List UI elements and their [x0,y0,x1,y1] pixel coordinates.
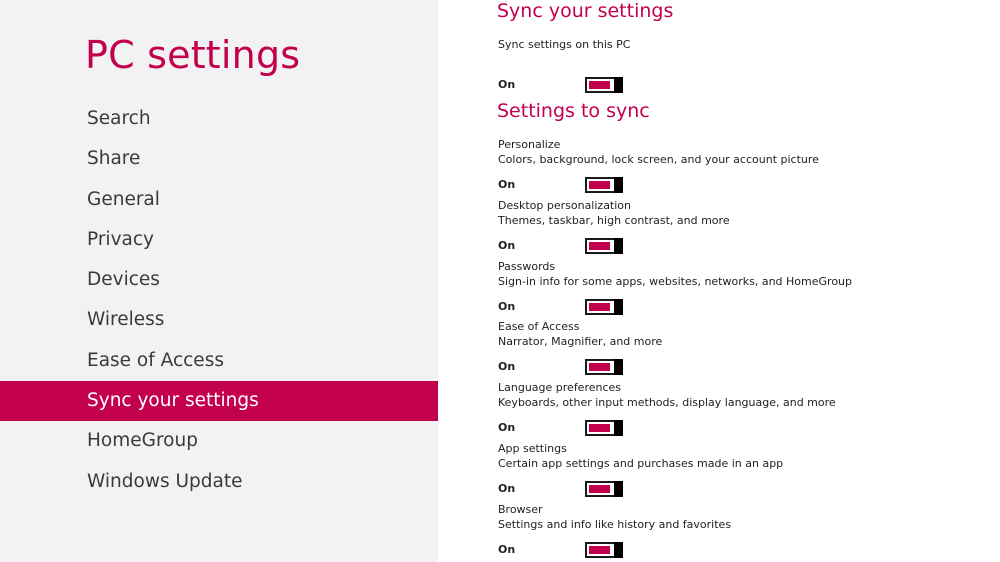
toggle-fill [589,485,610,493]
setting-description: Narrator, Magnifier, and more [498,335,663,348]
passwords-toggle[interactable] [585,299,623,315]
nav-item-devices[interactable]: Devices [87,269,160,291]
nav-item-homegroup[interactable]: HomeGroup [87,430,198,452]
setting-description: Themes, taskbar, high contrast, and more [498,214,730,227]
language-preferences-toggle[interactable] [585,420,623,436]
right-pane [438,0,1000,562]
toggle-state-label: On [498,239,516,252]
nav-item-privacy[interactable]: Privacy [87,228,154,250]
toggle-state-label: On [498,543,516,556]
nav-item-wireless[interactable]: Wireless [87,309,165,331]
toggle-state-label: On [498,360,516,373]
section-heading-settings-to-sync: Settings to sync [497,100,650,122]
toggle-thumb[interactable] [614,238,623,254]
setting-language-preferences [498,380,978,436]
toggle-fill [589,546,610,554]
setting-app-settings [498,441,978,497]
setting-ease-of-access [498,319,978,375]
setting-description: Sign-in info for some apps, websites, networks, and HomeGroup [498,275,853,288]
toggle-thumb[interactable] [614,359,623,375]
setting-description: Keyboards, other input methods, display language, and more [498,396,836,409]
setting-title: Sync settings on this PC [498,38,631,51]
setting-description: Certain app settings and purchases made in an app [498,457,784,470]
nav-item-share[interactable]: Share [87,148,141,170]
setting-description: Settings and info like history and favorites [498,518,732,531]
toggle-state-label: On [498,178,516,191]
toggle-fill [589,424,610,432]
setting-title: App settings [498,442,567,455]
nav-item-sync-your-settings[interactable]: Sync your settings [0,381,438,421]
setting-toggle-row [498,77,698,93]
setting-title: Browser [498,503,543,516]
toggle-thumb[interactable] [614,299,623,315]
toggle-thumb[interactable] [614,77,623,93]
toggle-state-label: On [498,300,516,313]
setting-browser [498,502,978,558]
toggle-state-label: On [498,78,516,91]
toggle-state-label: On [498,482,516,495]
setting-passwords [498,259,978,315]
setting-personalize [498,137,978,193]
toggle-fill [589,181,610,189]
setting-toggle-row [498,177,698,193]
left-pane [0,0,438,562]
nav-list [0,99,438,502]
nav-item-ease-of-access[interactable]: Ease of Access [87,349,224,371]
nav-item-search[interactable]: Search [87,108,151,129]
setting-toggle-row [498,238,698,254]
browser-toggle[interactable] [585,542,623,558]
toggle-fill [589,303,610,311]
nav-item-windows-update[interactable]: Windows Update [87,470,243,492]
setting-title: Personalize [498,138,561,151]
toggle-thumb[interactable] [614,177,623,193]
toggle-fill [589,81,610,89]
setting-title: Language preferences [498,381,622,394]
nav-item-general[interactable]: General [87,188,160,210]
setting-desktop-personalization [498,198,978,254]
setting-toggle-row [498,481,698,497]
setting-title: Desktop personalization [498,199,632,212]
setting-title: Passwords [498,260,556,273]
toggle-thumb[interactable] [614,481,623,497]
toggle-fill [589,363,610,371]
toggle-thumb[interactable] [614,420,623,436]
setting-toggle-row [498,299,698,315]
setting-description: Colors, background, lock screen, and your account picture [498,153,819,166]
toggle-state-label: On [498,421,516,434]
toggle-thumb[interactable] [614,542,623,558]
setting-sync-on-pc [498,37,978,93]
toggle-fill [589,242,610,250]
setting-toggle-row [498,359,698,375]
sync-on-pc-toggle[interactable] [585,77,623,93]
ease-of-access-toggle[interactable] [585,359,623,375]
setting-toggle-row [498,542,698,558]
personalize-toggle[interactable] [585,177,623,193]
desktop-personalization-toggle[interactable] [585,238,623,254]
app-settings-toggle[interactable] [585,481,623,497]
setting-title: Ease of Access [498,320,580,333]
page-title: PC settings [85,33,301,77]
setting-toggle-row [498,420,698,436]
section-heading-sync: Sync your settings [497,0,674,22]
